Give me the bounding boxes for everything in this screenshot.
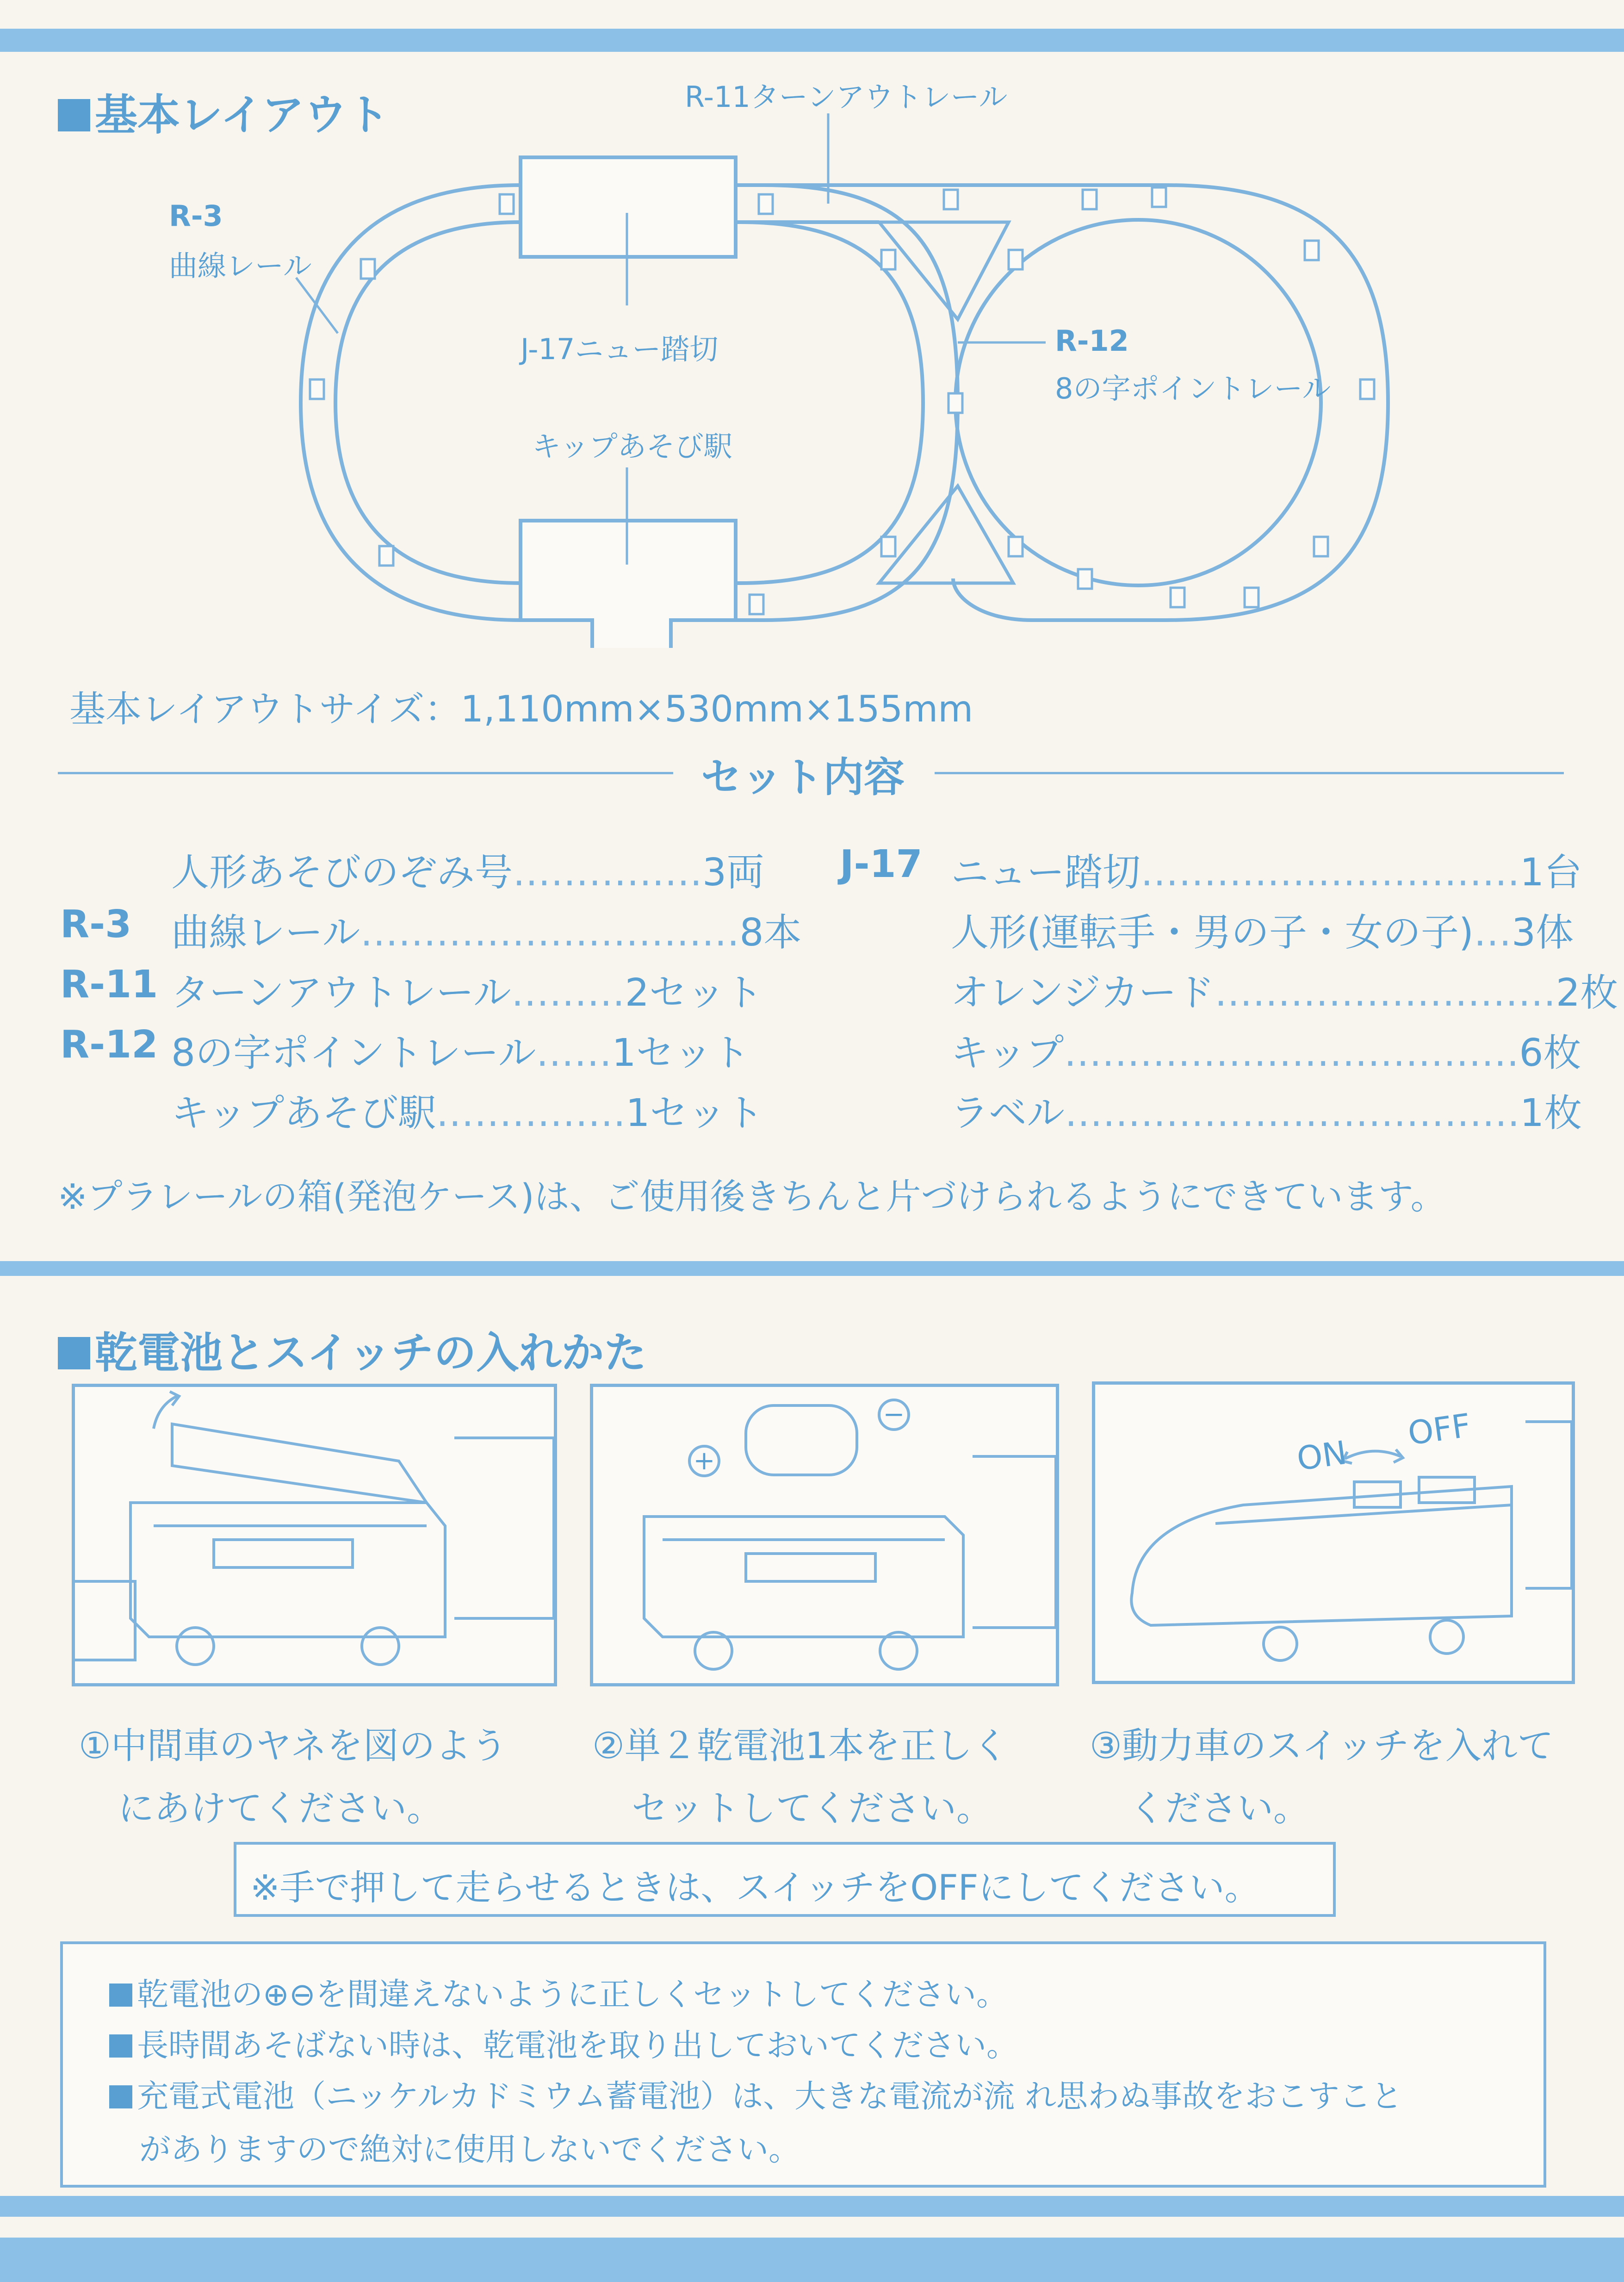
list-item-qty: 3両 [702,851,765,895]
list-item [951,1023,1581,1077]
bottom-border-bar-thin [0,2196,1624,2217]
list-item-code: R-11 [60,963,158,1007]
label-r12-name: 8の字ポイントレール [1055,372,1331,405]
list-item-name: 人形あそびのぞみ号 [171,851,513,895]
list-item-name: ターンアウトレール [171,971,511,1015]
list-item-code: J-17 [840,842,923,886]
list-item-name: 人形(運転手・男の子・女の子) [951,911,1474,955]
leader-dots: …… [536,1031,612,1075]
step1-caption-line1: ①中間車のヤネを図のよう [79,1725,508,1767]
warning-item [109,2071,1402,2116]
warning-text: 乾電池の⊕⊖を間違えないように正しくセットしてください。 [137,1977,1008,2013]
warning-item [109,2021,1018,2065]
list-item-qty: 2セット [625,971,763,1015]
label-r3-name: 曲線レール [169,249,312,283]
leader-dots: ………………………… [360,911,740,955]
set-contents-title: セット内容 [701,753,905,801]
bullet-square-icon [109,2085,132,2108]
warning-text: 長時間あそばない時は、乾電池を取り出しておいてください。 [137,2027,1018,2064]
bullet-square-icon [58,1337,90,1369]
divider-line-right [935,772,1564,774]
push-note-box [234,1842,1336,1917]
list-item-qty: 1セット [612,1031,750,1075]
step3-illustration [1092,1381,1575,1684]
step1-illustration [72,1384,557,1686]
list-item-name: 曲線レール [171,911,360,955]
leader-dots: ……………………………… [1064,1031,1519,1075]
leader-dots: …………… [513,851,703,895]
layout-size-text: 基本レイアウトサイズ：1,110mm×530mm×155mm [69,689,973,730]
list-item [171,842,764,896]
list-item-name: 8の字ポイントレール [171,1031,536,1075]
warnings-box [60,1941,1546,2188]
list-item-name: ラベル [951,1091,1065,1135]
list-item [171,963,763,1017]
step3-caption-line2: ください。 [1129,1788,1310,1829]
minus-sign: − [883,1399,905,1430]
leader-dots: ……………………… [1214,971,1556,1015]
label-station: キップあそび駅 [532,429,732,463]
list-item-qty: 6枚 [1519,1031,1581,1075]
battery-insert-illustration [593,1387,1056,1683]
divider-line-left [58,772,673,774]
list-item-qty: 1セット [626,1091,764,1135]
list-item-qty: 2枚 [1556,971,1618,1015]
box-storage-note: ※プラレールの箱(発泡ケース)は、ご使用後きちんと片づけられるようにできています。 [58,1176,1446,1217]
list-item-name: キップあそび駅 [171,1091,436,1135]
list-item-qty: 8本 [739,911,802,955]
label-j17: J-17ニュー踏切 [521,332,719,366]
list-item [951,1083,1582,1137]
layout-title: 基本レイアウト [58,81,390,142]
warning-text: 充電式電池（ニッケルカドミウム蓄電池）は、大きな電流が流 れ思わぬ事故をおこすこと [137,2078,1402,2115]
step2-caption-line1: ②単２乾電池1本を正しく [592,1725,1009,1767]
list-item-qty: 3体 [1511,911,1574,955]
list-item [171,902,802,957]
label-r12-code: R-12 [1055,324,1129,358]
list-item-name: キップ [951,1031,1064,1075]
push-note-text: ※手で押して走らせるときは、スイッチをOFFにしてください。 [250,1867,1260,1908]
list-item [171,1083,764,1137]
leader-dots: …………… [436,1091,626,1135]
list-item [171,1023,750,1077]
list-item-code: R-3 [60,902,132,946]
step1-caption-line2: にあけてください。 [118,1788,443,1829]
step3-caption-line1: ③動力車のスイッチを入れて [1090,1725,1554,1767]
leader-dots: ……………………………… [1065,1091,1520,1135]
label-r3-code: R-3 [169,199,223,233]
list-item-name: ニュー踏切 [951,851,1141,895]
warning-item [109,1970,1008,2015]
plus-sign: + [693,1446,715,1476]
leader-dots: ………………………… [1141,851,1520,895]
list-item-name: オレンジカード [951,971,1215,1015]
middle-border-bar [0,1261,1624,1276]
list-item-code: R-12 [60,1023,158,1067]
list-item [951,842,1582,896]
list-item-qty: 1枚 [1520,1091,1582,1135]
step2-caption-line2: セットしてください。 [632,1788,993,1829]
train-roof-open-illustration [75,1387,554,1683]
list-item-qty: 1台 [1520,851,1582,895]
list-item [951,963,1618,1017]
label-r11: R-11ターンアウトレール [685,80,1008,114]
power-car-switch-illustration [1095,1385,1572,1681]
switch-off-label: OFF [1405,1406,1473,1453]
list-item [951,902,1574,957]
bullet-square-icon [109,2034,132,2058]
step2-illustration [590,1384,1059,1686]
bullet-square-icon [109,1984,132,2007]
switch-on-label: ON [1294,1433,1349,1478]
bottom-border-bar-thick [0,2238,1624,2282]
leader-dots: ……… [511,971,625,1015]
battery-section-title: 乾電池とスイッチの入れかた [58,1319,646,1380]
leader-dots: … [1473,911,1512,955]
warning-continuation: がありますので絶対に使用しないでください。 [139,2132,800,2168]
